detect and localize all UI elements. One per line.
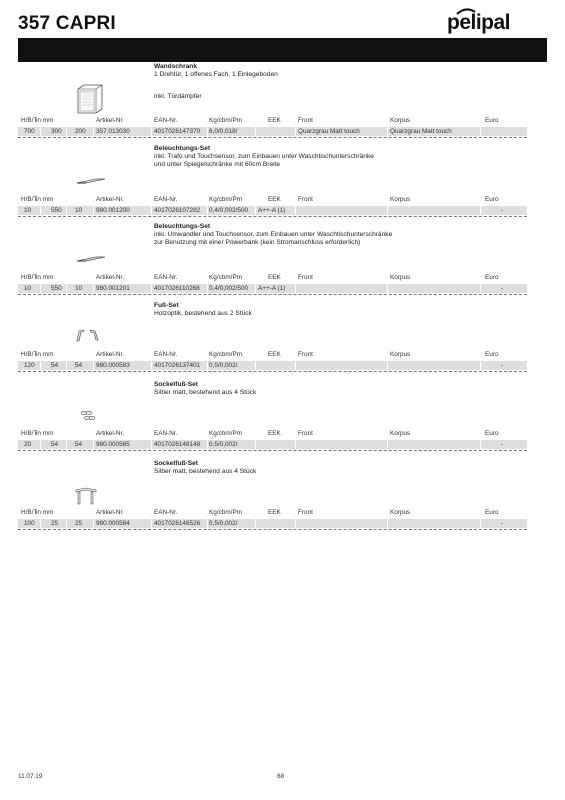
cell-divider xyxy=(93,127,94,136)
col-kg: Kg/cbm/Pm xyxy=(209,274,243,281)
product-description xyxy=(154,381,544,397)
cell-height: 10 xyxy=(24,207,32,214)
description-line: Holzoptik, bestehend aus 2 Stück xyxy=(154,310,252,317)
col-artikel: Artikel-Nr. xyxy=(96,117,125,124)
col-unit: in mm xyxy=(36,117,54,124)
col-kg: Kg/cbm/Pm xyxy=(209,117,243,124)
cell-divider xyxy=(295,519,296,528)
description-line: zur Benutzung mit einer Powerbank (kein Stromanschluss erforderlich) xyxy=(154,239,361,246)
cell-divider xyxy=(480,206,481,215)
wood-feet-image xyxy=(74,327,102,348)
cell-divider xyxy=(66,519,67,528)
col-eek: EEK xyxy=(268,351,281,358)
cell-divider xyxy=(66,440,67,449)
product-description xyxy=(154,145,544,169)
cell-ean: 4017026147370 xyxy=(154,128,201,135)
cell-divider xyxy=(207,440,208,449)
col-korpus: Korpus xyxy=(390,351,411,358)
cell-divider xyxy=(387,206,388,215)
cell-divider xyxy=(255,206,256,215)
row-divider xyxy=(18,294,527,295)
cell-divider xyxy=(93,284,94,293)
cell-divider xyxy=(387,284,388,293)
cell-divider xyxy=(66,206,67,215)
column-header-row xyxy=(18,351,547,360)
cell-divider xyxy=(295,127,296,136)
product-heading: Sockelfuß-Set xyxy=(154,381,198,388)
col-front: Front xyxy=(298,430,313,437)
product-heading: Wandschrank xyxy=(154,63,197,70)
cell-eek: A++-A (1) xyxy=(258,207,286,214)
col-artikel: Artikel-Nr. xyxy=(96,274,125,281)
cell-divider xyxy=(480,440,481,449)
col-unit: in mm xyxy=(36,509,54,516)
col-hbt: H/B/T xyxy=(21,430,38,437)
cell-divider xyxy=(151,206,152,215)
description-line: Silber matt, bestehend aus 4 Stück xyxy=(154,468,257,475)
description-line: inkl. Trafo und Touchsensor, zum Einbauen unter Waschtischunterschränke xyxy=(154,153,374,160)
table-row xyxy=(18,361,527,370)
cell-divider xyxy=(255,440,256,449)
col-unit: in mm xyxy=(36,351,54,358)
cell-divider xyxy=(66,361,67,370)
cell-divider xyxy=(93,206,94,215)
cell-divider xyxy=(40,440,41,449)
cell-divider xyxy=(93,361,94,370)
cell-divider xyxy=(151,127,152,136)
cell-divider xyxy=(255,519,256,528)
description-line: inkl. Umwandler und Touchsensor, zum Einbauen unter Waschtischunterschränke xyxy=(154,231,393,238)
cell-euro: - xyxy=(501,362,504,369)
col-ean: EAN-Nr. xyxy=(154,196,178,203)
cell-artikel: 980.000585 xyxy=(96,441,130,448)
col-ean: EAN-Nr. xyxy=(154,274,178,281)
col-eek: EEK xyxy=(268,117,281,124)
col-unit: in mm xyxy=(36,430,54,437)
cell-divider xyxy=(255,284,256,293)
cell-depth: 54 xyxy=(75,362,83,369)
footer-date: 11.07.19 xyxy=(18,773,43,780)
col-hbt: H/B/T xyxy=(21,351,38,358)
col-kg: Kg/cbm/Pm xyxy=(209,351,243,358)
col-unit: in mm xyxy=(36,196,54,203)
col-eek: EEK xyxy=(268,196,281,203)
cell-width: 54 xyxy=(51,441,59,448)
row-divider xyxy=(18,137,527,138)
cell-divider xyxy=(387,127,388,136)
col-euro: Euro xyxy=(485,274,499,281)
description-line: 1 Drehtür, 1 offenes Fach, 1 Einlegeboden xyxy=(154,71,278,78)
cell-divider xyxy=(480,284,481,293)
cell-depth: 10 xyxy=(75,285,83,292)
cell-divider xyxy=(151,440,152,449)
footer-page-number: 68 xyxy=(277,773,285,780)
col-euro: Euro xyxy=(485,509,499,516)
col-euro: Euro xyxy=(485,196,499,203)
col-ean: EAN-Nr. xyxy=(154,351,178,358)
col-ean: EAN-Nr. xyxy=(154,430,178,437)
col-euro: Euro xyxy=(485,117,499,124)
cabinet-image xyxy=(76,83,104,120)
cell-divider xyxy=(151,284,152,293)
cell-divider xyxy=(387,440,388,449)
table-row xyxy=(18,440,527,449)
cell-divider xyxy=(207,519,208,528)
cell-korpus: Quarzgrau Matt touch xyxy=(390,128,452,135)
cell-divider xyxy=(40,361,41,370)
product-description xyxy=(154,302,544,318)
cell-divider xyxy=(66,284,67,293)
col-hbt: H/B/T xyxy=(21,274,38,281)
cell-euro: - xyxy=(501,207,504,214)
col-hbt: H/B/T xyxy=(21,196,38,203)
col-kg: Kg/cbm/Pm xyxy=(209,196,243,203)
cell-divider xyxy=(295,206,296,215)
col-eek: EEK xyxy=(268,509,281,516)
cell-kg: 0,4/0,002/500 xyxy=(209,207,249,214)
tall-feet-image xyxy=(74,486,98,511)
cell-divider xyxy=(207,206,208,215)
table-row xyxy=(18,284,527,293)
column-header-row xyxy=(18,196,547,205)
cell-height: 120 xyxy=(24,362,35,369)
cell-divider xyxy=(480,127,481,136)
col-euro: Euro xyxy=(485,430,499,437)
cell-divider xyxy=(480,519,481,528)
col-artikel: Artikel-Nr. xyxy=(96,196,125,203)
cell-divider xyxy=(295,440,296,449)
col-eek: EEK xyxy=(268,430,281,437)
cell-width: 25 xyxy=(51,520,59,527)
product-heading: Beleuchtungs-Set xyxy=(154,223,211,230)
cell-depth: 54 xyxy=(75,441,83,448)
cell-ean: 4017026137401 xyxy=(154,362,201,369)
cell-artikel: 357.013030 xyxy=(96,128,130,135)
cell-divider xyxy=(387,519,388,528)
light-bar-image xyxy=(76,173,106,191)
column-header-row xyxy=(18,274,547,283)
product-description xyxy=(154,460,544,476)
cell-divider xyxy=(255,361,256,370)
cell-euro: - xyxy=(501,520,504,527)
col-korpus: Korpus xyxy=(390,196,411,203)
product-heading: Sockelfuß-Set xyxy=(154,460,198,467)
col-korpus: Korpus xyxy=(390,430,411,437)
cell-width: 550 xyxy=(51,285,62,292)
row-divider xyxy=(18,371,527,372)
page-title: 357 CAPRI xyxy=(18,13,116,34)
description-line: und unter Spiegelschränke mit 60cm Breite xyxy=(154,161,281,168)
col-eek: EEK xyxy=(268,274,281,281)
col-ean: EAN-Nr. xyxy=(154,117,178,124)
col-korpus: Korpus xyxy=(390,274,411,281)
col-kg: Kg/cbm/Pm xyxy=(209,509,243,516)
cell-divider xyxy=(66,127,67,136)
cell-divider xyxy=(40,284,41,293)
cell-divider xyxy=(295,284,296,293)
col-korpus: Korpus xyxy=(390,117,411,124)
light-bar-image xyxy=(76,251,106,269)
row-divider xyxy=(18,450,527,451)
cell-height: 100 xyxy=(24,520,35,527)
cell-divider xyxy=(255,127,256,136)
cell-divider xyxy=(93,519,94,528)
col-artikel: Artikel-Nr. xyxy=(96,430,125,437)
cell-divider xyxy=(480,361,481,370)
cell-artikel: 980.001200 xyxy=(96,207,130,214)
col-front: Front xyxy=(298,117,313,124)
cell-kg: 0,5/0,002/ xyxy=(209,362,238,369)
cell-eek: A++-A (1) xyxy=(258,285,286,292)
pelipal-logo xyxy=(447,8,547,38)
small-feet-image xyxy=(78,409,100,427)
col-front: Front xyxy=(298,509,313,516)
cell-divider xyxy=(207,284,208,293)
col-artikel: Artikel-Nr. xyxy=(96,351,125,358)
column-header-row xyxy=(18,117,547,126)
cell-divider xyxy=(151,519,152,528)
cell-width: 300 xyxy=(51,128,62,135)
product-heading: Fuß-Set xyxy=(154,302,179,309)
cell-divider xyxy=(40,206,41,215)
table-row xyxy=(18,519,527,528)
cell-divider xyxy=(295,361,296,370)
cell-ean: 4017026146526 xyxy=(154,520,201,527)
logo-text: pelipal xyxy=(447,11,511,34)
row-divider xyxy=(18,529,527,530)
product-heading: Beleuchtungs-Set xyxy=(154,145,211,152)
col-hbt: H/B/T xyxy=(21,509,38,516)
cell-artikel: 980.000583 xyxy=(96,362,130,369)
col-korpus: Korpus xyxy=(390,509,411,516)
cell-divider xyxy=(207,361,208,370)
cell-ean: 4017026110268 xyxy=(154,285,200,292)
col-front: Front xyxy=(298,351,313,358)
description-line: Silber matt, bestehend aus 4 Stück xyxy=(154,389,257,396)
cell-divider xyxy=(40,127,41,136)
cell-artikel: 980.000584 xyxy=(96,520,130,527)
cell-kg: 0,5/0,002/ xyxy=(209,441,238,448)
cell-front: Quarzgrau Matt touch xyxy=(298,128,360,135)
product-description xyxy=(154,223,544,247)
cell-euro: - xyxy=(501,441,504,448)
col-kg: Kg/cbm/Pm xyxy=(209,430,243,437)
cell-kg: 0,5/0,002/ xyxy=(209,520,238,527)
cell-kg: 0,4/0,002/500 xyxy=(209,285,249,292)
cell-width: 550 xyxy=(51,207,62,214)
col-front: Front xyxy=(298,274,313,281)
cell-ean: 4017026148148 xyxy=(154,441,201,448)
cell-artikel: 980.001201 xyxy=(96,285,130,292)
header-bar xyxy=(18,38,547,62)
column-header-row xyxy=(18,509,547,518)
col-unit: in mm xyxy=(36,274,54,281)
cell-depth: 200 xyxy=(75,128,86,135)
cell-divider xyxy=(387,361,388,370)
cell-divider xyxy=(93,440,94,449)
cell-depth: 25 xyxy=(75,520,83,527)
row-divider xyxy=(18,216,527,217)
col-euro: Euro xyxy=(485,351,499,358)
table-row xyxy=(18,206,527,215)
table-row xyxy=(18,127,527,136)
cell-height: 10 xyxy=(24,285,32,292)
cell-depth: 10 xyxy=(75,207,83,214)
cell-height: 700 xyxy=(24,128,35,135)
cell-width: 54 xyxy=(51,362,59,369)
cell-kg: 6,0/0,018/ xyxy=(209,128,238,135)
col-artikel: Artikel-Nr. xyxy=(96,509,125,516)
cell-divider xyxy=(207,127,208,136)
product-description xyxy=(154,63,544,101)
cell-height: 20 xyxy=(24,441,32,448)
column-header-row xyxy=(18,430,547,439)
cell-ean: 4017026107282 xyxy=(154,207,201,214)
col-ean: EAN-Nr. xyxy=(154,509,178,516)
col-front: Front xyxy=(298,196,313,203)
cell-divider xyxy=(151,361,152,370)
col-hbt: H/B/T xyxy=(21,117,38,124)
cell-euro: - xyxy=(501,285,504,292)
cell-divider xyxy=(40,519,41,528)
description-extra: inkl. Türdämpfer xyxy=(154,93,202,100)
